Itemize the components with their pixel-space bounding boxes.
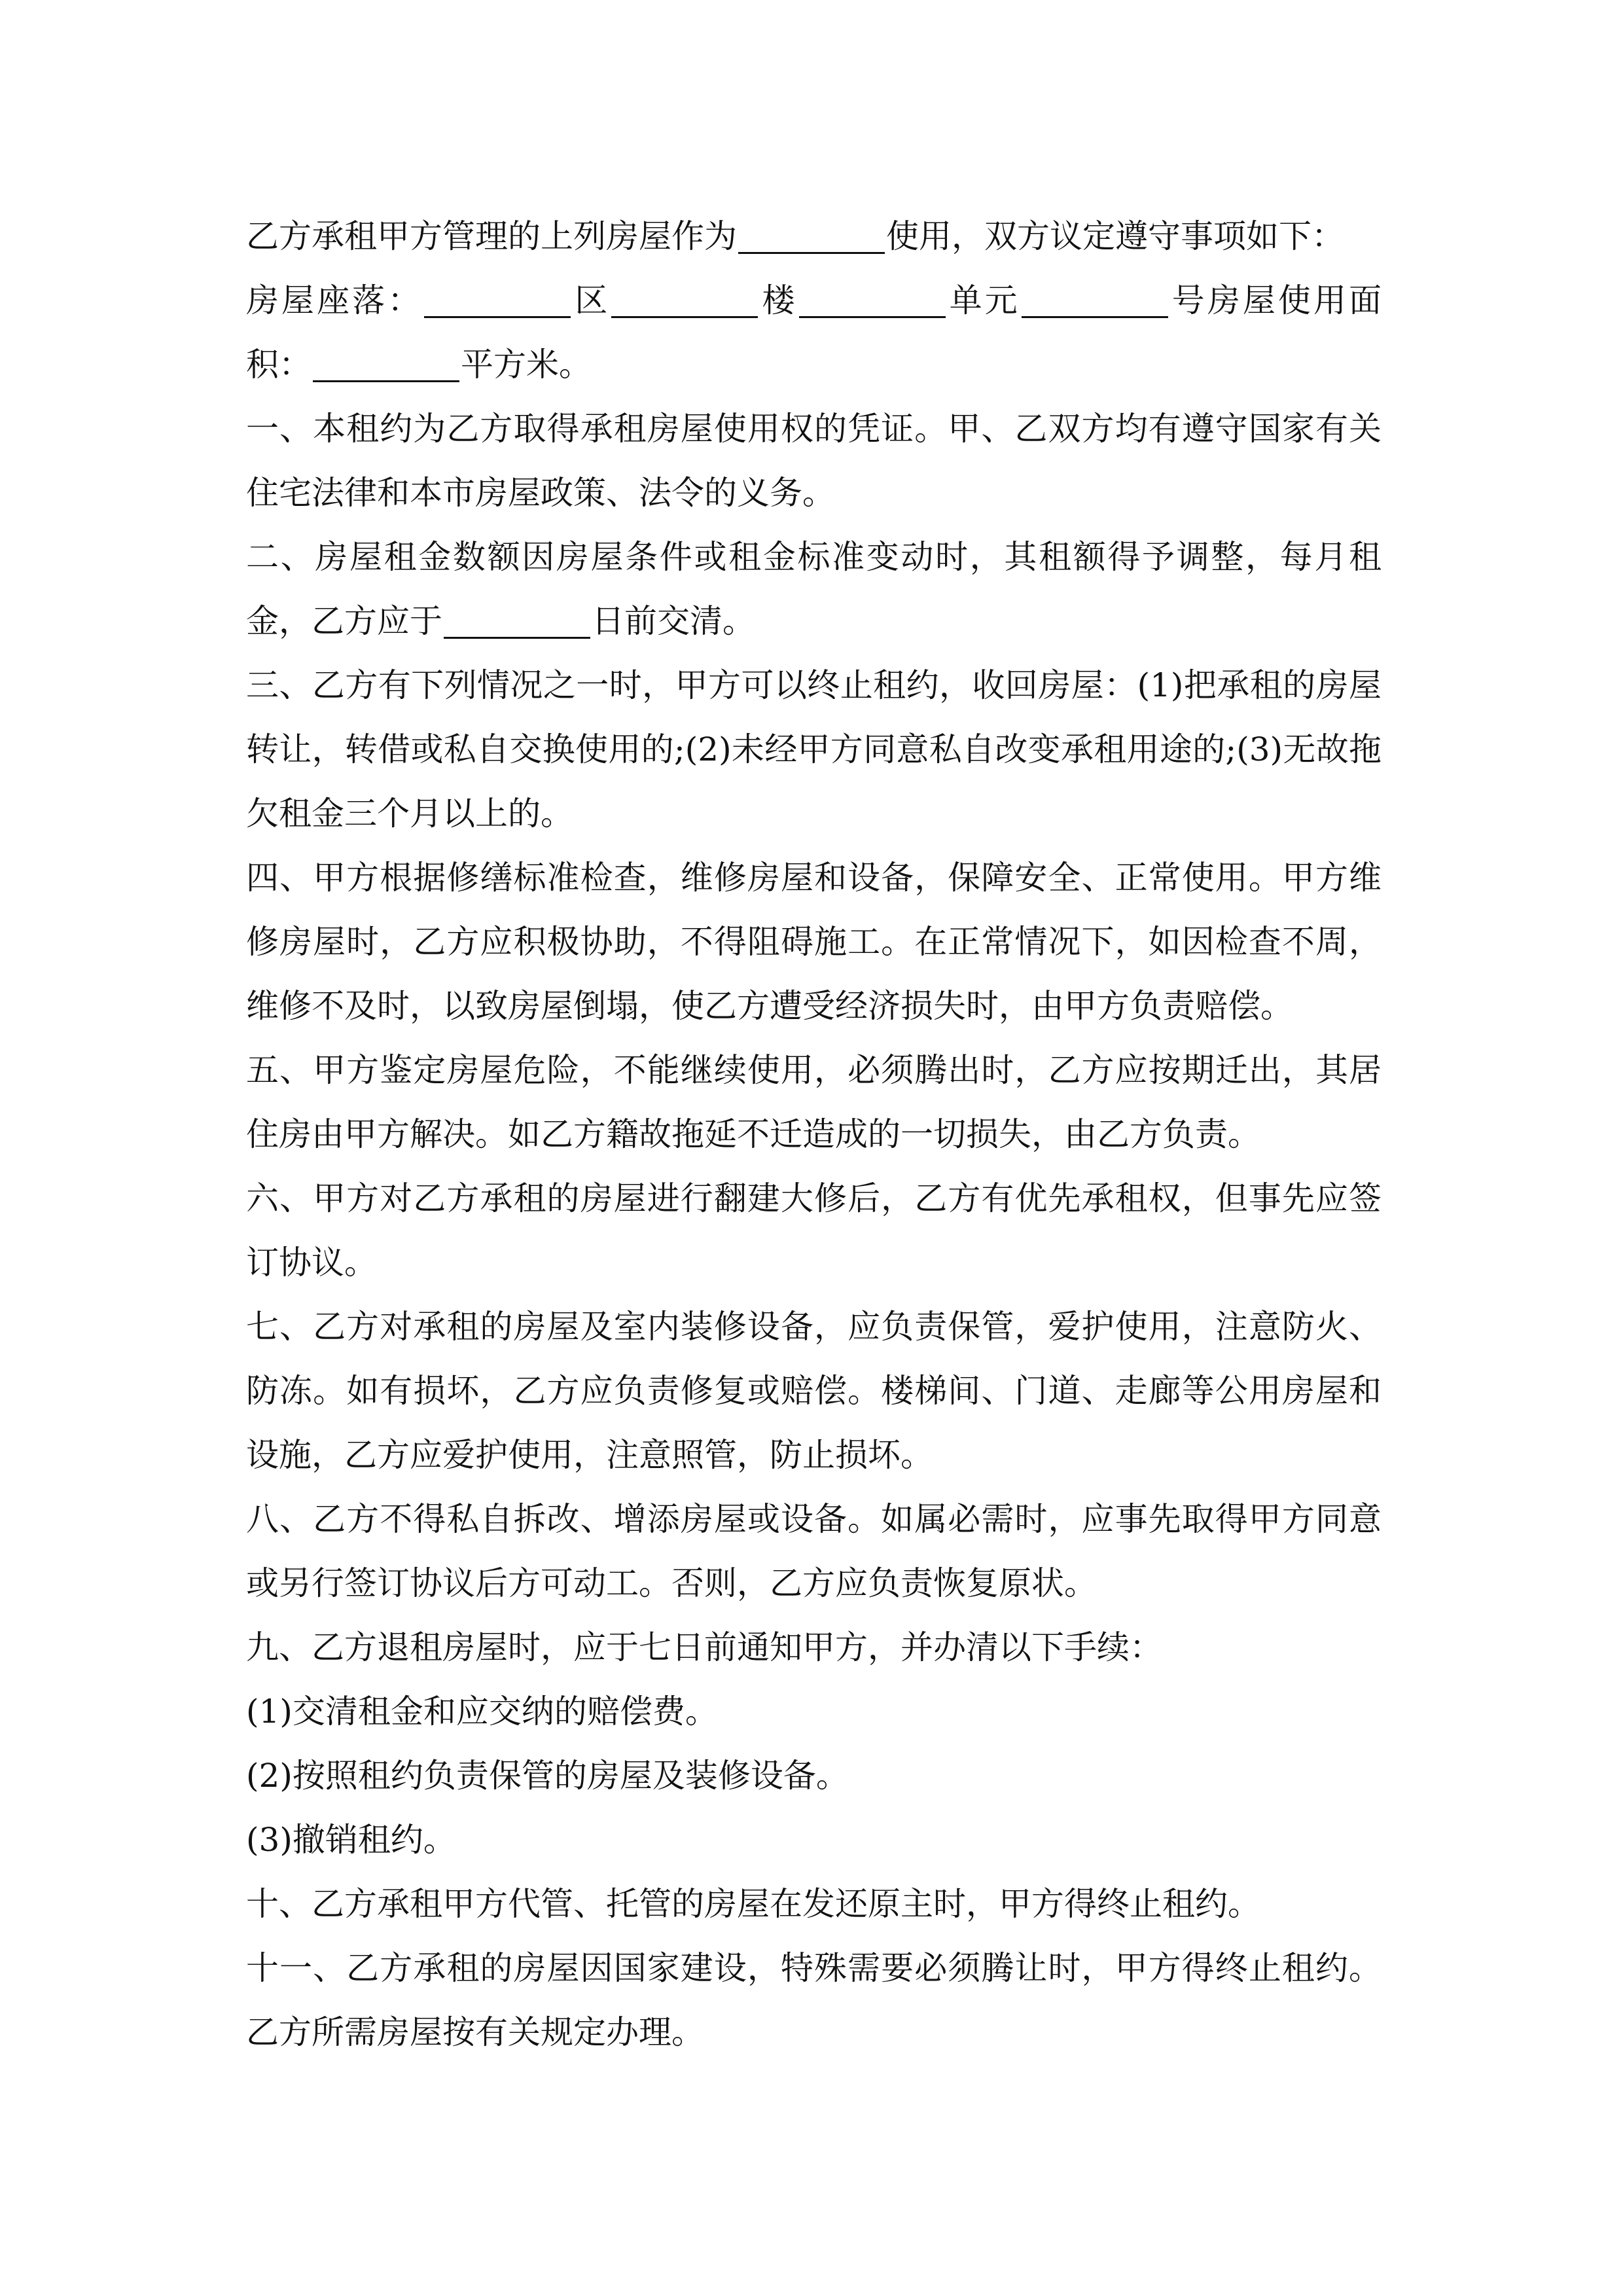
- clause-2-tail: 日前交清。: [592, 602, 755, 640]
- intro-text-2: 使用，双方议定遵守事项如下：: [886, 217, 1344, 255]
- location-paragraph: [246, 268, 1382, 397]
- building-blank: [611, 283, 758, 318]
- clause-2: [246, 525, 1382, 653]
- rent-due-day-blank: [444, 604, 590, 639]
- clause-3: 三、乙方有下列情况之一时，甲方可以终止租约，收回房屋：(1)把承租的房屋转让，转借或私自交换使用的;(2)未经甲方同意私自改变承租用途的;(3)无故拖欠租金三个月以上的。: [246, 666, 1382, 833]
- clause-9-item-1: (1)交清租金和应交纳的赔偿费。: [246, 1693, 718, 1731]
- clause-5: 五、甲方鉴定房屋危险，不能继续使用，必须腾出时，乙方应按期迁出，其居住房由甲方解决。如乙方籍故拖延不迁造成的一切损失，由乙方负责。: [246, 1051, 1382, 1153]
- area-blank: [313, 348, 459, 382]
- clause-9-item-3: (3)撤销租约。: [246, 1821, 456, 1859]
- unit-label: 单元: [946, 281, 1020, 319]
- location-label: 房屋座落：: [246, 281, 423, 319]
- clause-1: 一、本租约为乙方取得承租房屋使用权的凭证。甲、乙双方均有遵守国家有关住宅法律和本市房屋政策、法令的义务。: [246, 410, 1382, 512]
- unit-blank: [799, 283, 946, 318]
- usage-blank: [738, 219, 885, 254]
- area-label: 号房屋使用面积：: [246, 281, 1382, 384]
- clause-4: 四、甲方根据修缮标准检查，维修房屋和设备，保障安全、正常使用。甲方维修房屋时，乙方应积极协助，不得阻碍施工。在正常情况下，如因检查不周，维修不及时，以致房屋倒塌，使乙方遭受经济损失时，由甲方负责赔偿。: [246, 859, 1382, 1025]
- clause-9-item-2: (2)按照租约负责保管的房屋及装修设备。: [246, 1757, 849, 1795]
- district-blank: [424, 283, 571, 318]
- clause-2-text: 二、房屋租金数额因房屋条件或租金标准变动时，其租额得予调整，每月租金，乙方应于: [246, 538, 1382, 640]
- clause-9: 九、乙方退租房屋时，应于七日前通知甲方，并办清以下手续：: [246, 1628, 1162, 1666]
- district-label: 区: [572, 281, 611, 319]
- clause-6: 六、甲方对乙方承租的房屋进行翻建大修后，乙方有优先承租权，但事先应签订协议。: [246, 1179, 1382, 1282]
- clause-11: 十一、乙方承租的房屋因国家建设，特殊需要必须腾让时，甲方得终止租约。乙方所需房屋按有关规定办理。: [246, 1949, 1382, 2051]
- area-unit: 平方米。: [461, 346, 592, 384]
- intro-paragraph: [246, 204, 1382, 268]
- room-number-blank: [1022, 283, 1168, 318]
- intro-text-1: 乙方承租甲方管理的上列房屋作为: [246, 217, 737, 255]
- building-label: 楼: [759, 281, 798, 319]
- clause-7: 七、乙方对承租的房屋及室内装修设备，应负责保管，爱护使用，注意防火、防冻。如有损坏，乙方应负责修复或赔偿。楼梯间、门道、走廊等公用房屋和设施，乙方应爱护使用，注意照管，防止损坏。: [246, 1308, 1382, 1474]
- contract-body: [246, 204, 1382, 2064]
- clause-10: 十、乙方承租甲方代管、托管的房屋在发还原主时，甲方得终止租约。: [246, 1885, 1260, 1923]
- clause-8: 八、乙方不得私自拆改、增添房屋或设备。如属必需时，应事先取得甲方同意或另行签订协议后方可动工。否则，乙方应负责恢复原状。: [246, 1500, 1382, 1602]
